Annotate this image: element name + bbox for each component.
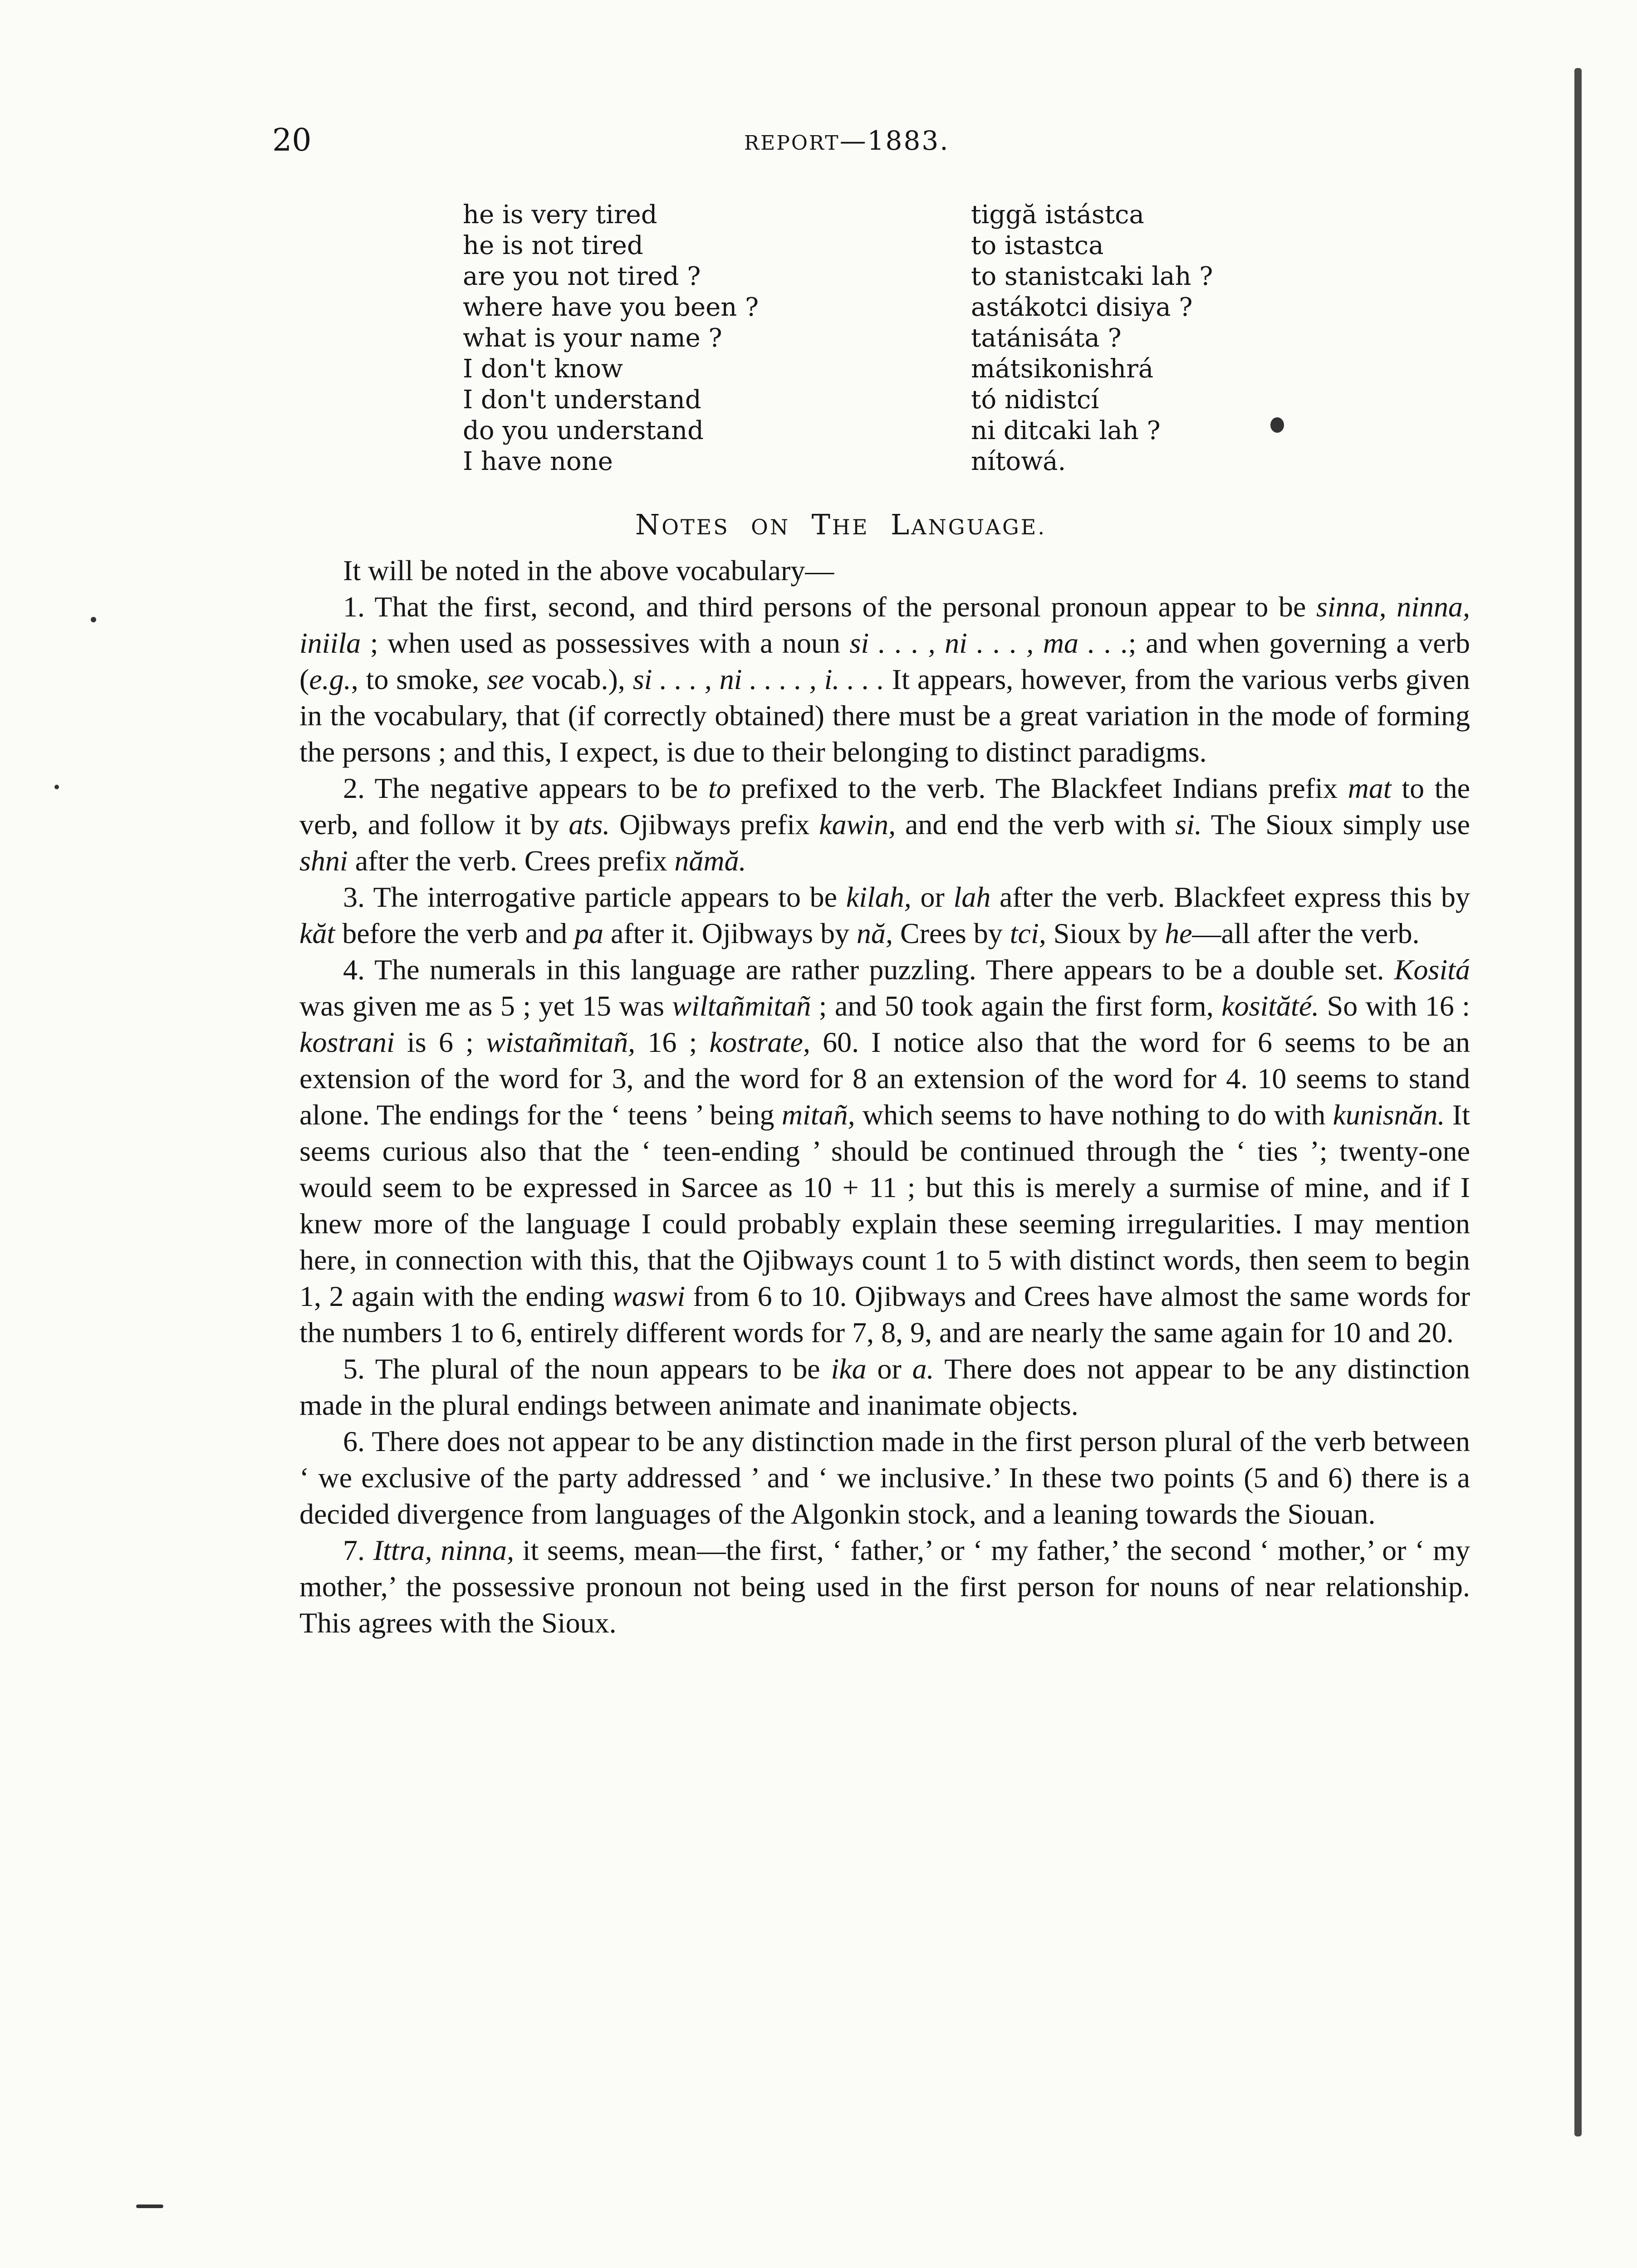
heading-w1-cap: N (635, 508, 662, 541)
note-italic: Kositá (1394, 953, 1470, 986)
note-text: 60. I notice also that the word for 6 seems to be an extension of the word for 3, and the word for 8 an extension of the word for 4. 10 seems to stand alone. The endings for the ‘ teens ’ being (299, 1026, 1470, 1131)
note-text: 1. That the first, second, and third persons of the personal pronoun appear to be (343, 591, 1316, 623)
note-text: it seems, mean—the first, ‘ father,’ or ‘ my father,’ the second ‘ mother,’ or ‘ my mother,’ the possessive pronoun not being used in the first person for nouns of near relationship. This agrees with the Sioux. (299, 1534, 1470, 1639)
note-italic: pa (574, 917, 603, 949)
note-italic: see (487, 663, 524, 695)
note-text: which seems to have nothing to do with (855, 1099, 1333, 1131)
heading-w1-rest: OTES (662, 515, 730, 539)
vocab-sarcee: tó nidistcí (971, 385, 1099, 415)
note-text: 2. The negative appears to be (343, 772, 708, 804)
note-2 (299, 770, 1470, 879)
note-text: after the verb. Crees prefix (348, 845, 675, 877)
note-italic: si . . . , ni . . . . , i. . . . (632, 663, 885, 695)
note-text: after it. Ojibways by (603, 917, 857, 949)
notes-intro: It will be noted in the above vocabulary— (343, 554, 834, 587)
note-italic: tci, (1010, 917, 1046, 949)
section-heading (635, 508, 1046, 541)
note-italic: nămă. (674, 845, 746, 877)
note-italic: ika (831, 1353, 867, 1385)
vocab-sarcee: to stanistcaki lah ? (971, 262, 1213, 291)
notes-body (299, 552, 1470, 1641)
note-italic: kosităté. (1221, 990, 1319, 1022)
note-italic: a. (912, 1353, 934, 1385)
vocabulary-table (463, 200, 1279, 477)
page-number: 20 (272, 122, 312, 158)
heading-w3-rest: HE (832, 515, 869, 539)
vocab-row (463, 385, 1279, 415)
note-text: Crees by (893, 917, 1010, 949)
note-text: vocab.), (524, 663, 633, 695)
note-italic: wistañmitañ, (486, 1026, 636, 1058)
note-italic: nă, (857, 917, 893, 949)
vocab-english: do you understand (463, 416, 704, 445)
note-italic: kawin, (819, 808, 896, 841)
note-text: There does not appear to be any distinction made in the plural endings between animate and inanimate objects. (299, 1353, 1470, 1421)
note-text: ; when used as possessives with a noun (361, 627, 850, 659)
note-text: 7. (343, 1534, 373, 1566)
vocab-sarcee: ni ditcaki lah ? (971, 416, 1161, 445)
heading-w2: ON (751, 515, 790, 539)
note-italic: si. (1175, 808, 1202, 841)
vocab-sarcee: mátsikonishrá (971, 354, 1154, 384)
note-text: or (866, 1353, 912, 1385)
vocab-english: are you not tired ? (463, 262, 701, 291)
vocab-row (463, 261, 1279, 292)
ink-speck (136, 2204, 163, 2208)
vocab-english: I don't know (463, 354, 623, 384)
note-italic: kostrate, (709, 1026, 810, 1058)
note-7 (299, 1532, 1470, 1641)
vocab-row (463, 292, 1279, 323)
note-6 (299, 1423, 1470, 1532)
note-1 (299, 589, 1470, 770)
running-head-word: REPORT (744, 132, 840, 155)
note-text: Ojibways prefix (610, 808, 819, 841)
vocab-row (463, 200, 1279, 230)
note-italic: wiltañmitañ (672, 990, 811, 1022)
note-text: 16 ; (635, 1026, 710, 1058)
vocab-row (463, 230, 1279, 261)
note-text: ; and when governing a verb ( (299, 627, 1470, 695)
vocab-row (463, 354, 1279, 385)
note-italic: waswi (613, 1280, 686, 1312)
note-text: 4. The numerals in this language are rather puzzling. There appears to be a double set. (343, 953, 1394, 986)
vocab-english: he is not tired (463, 231, 643, 260)
vocab-sarcee: tatánisáta ? (971, 323, 1122, 353)
ink-speck (1270, 417, 1284, 433)
vocab-sarcee: nítowá. (971, 447, 1066, 476)
note-italic: kostrani (299, 1026, 395, 1058)
note-5 (299, 1351, 1470, 1423)
vocab-sarcee: astákotci disiya ? (971, 293, 1193, 322)
note-text: and end the verb with (896, 808, 1176, 841)
note-italic: mat (1348, 772, 1392, 804)
note-text: or (911, 881, 954, 913)
note-text: 6. There does not appear to be any distinction made in the first person plural of the verb between ‘ we exclusive of the party addressed ’ and ‘ we inclusive.’ In these two points (5 and 6) there is a decided divergence from languages of the Algonkin stock, and a leaning towards the Siouan. (299, 1425, 1470, 1530)
running-head-year: 1883. (867, 125, 950, 156)
note-text: , to smoke, (351, 663, 487, 695)
note-italic: e.g. (309, 663, 351, 695)
note-4 (299, 952, 1470, 1351)
note-italic: to (708, 772, 731, 804)
note-text: —all after the verb. (1192, 917, 1420, 949)
vocab-row (463, 415, 1279, 446)
note-text: ; and 50 took again the first form, (811, 990, 1222, 1022)
note-text: 5. The plural of the noun appears to be (343, 1353, 831, 1385)
heading-w3-cap: T (811, 508, 832, 541)
note-text: after the verb. Blackfeet express this by (990, 881, 1470, 913)
note-italic: shni (299, 845, 348, 877)
note-italic: lah (953, 881, 991, 913)
note-text: to the verb, and follow it by (299, 772, 1470, 841)
note-italic: he (1165, 917, 1192, 949)
note-italic: sinna, ninna, iniila (299, 591, 1470, 659)
vocab-english: he is very tired (463, 200, 657, 230)
note-italic: ats. (569, 808, 610, 841)
note-text: before the verb and (335, 917, 574, 949)
note-text: 3. The interrogative particle appears to be (343, 881, 846, 913)
note-text: Sioux by (1046, 917, 1165, 949)
note-3 (299, 879, 1470, 952)
vocab-row (463, 446, 1279, 477)
ink-speck (54, 785, 59, 789)
note-italic: kunisnăn. (1333, 1099, 1445, 1131)
note-italic: Ittra, ninna, (373, 1534, 514, 1566)
note-text: from 6 to 10. Ojibways and Crees have almost the same words for the numbers 1 to 6, entirely different words for 7, 8, 9, and are nearly the same again for 10 and 20. (299, 1280, 1470, 1349)
note-italic: kăt (299, 917, 335, 949)
vocab-row (463, 323, 1279, 354)
page-edge-shadow (1574, 68, 1582, 2136)
note-italic: mitañ, (781, 1099, 855, 1131)
note-text: is 6 ; (394, 1026, 486, 1058)
note-italic: kilah, (846, 881, 912, 913)
running-head (744, 125, 950, 156)
note-text: So with 16 : (1319, 990, 1470, 1022)
vocab-english: where have you been ? (463, 293, 759, 322)
vocab-english: I don't understand (463, 385, 701, 415)
heading-w4-rest: ANGUAGE. (911, 515, 1046, 539)
note-italic: si . . . , ni . . . , ma . . . (849, 627, 1128, 659)
vocab-sarcee: to istastca (971, 231, 1104, 260)
ink-speck (91, 617, 96, 622)
note-text: The Sioux simply use (1201, 808, 1470, 841)
vocab-english: what is your name ? (463, 323, 722, 353)
heading-w4-cap: L (891, 508, 912, 541)
vocab-sarcee: tiggă istástca (971, 200, 1144, 230)
vocab-english: I have none (463, 447, 613, 476)
note-text: was given me as 5 ; yet 15 was (299, 990, 672, 1022)
running-head-sep: — (839, 125, 868, 156)
note-text: It appears, however, from the various verbs given in the vocabulary, that (if correctly obtained) there must be a great variation in the mode of forming the persons ; and this, I expect, is due to their belonging to distinct paradigms. (299, 663, 1470, 768)
note-text: It seems curious also that the ‘ teen-ending ’ should be continued through the ‘ ties ’; twenty-one would seem to be expressed in Sarcee as 10 + 11 ; but this is merely a surmise of mine, and if I knew more of the language I could probably explain these seeming irregularities. I may mention here, in connection with this, that the Ojibways count 1 to 5 with distinct words, then seem to begin 1, 2 again with the ending (299, 1099, 1470, 1312)
note-text: prefixed to the verb. The Blackfeet Indians prefix (730, 772, 1348, 804)
